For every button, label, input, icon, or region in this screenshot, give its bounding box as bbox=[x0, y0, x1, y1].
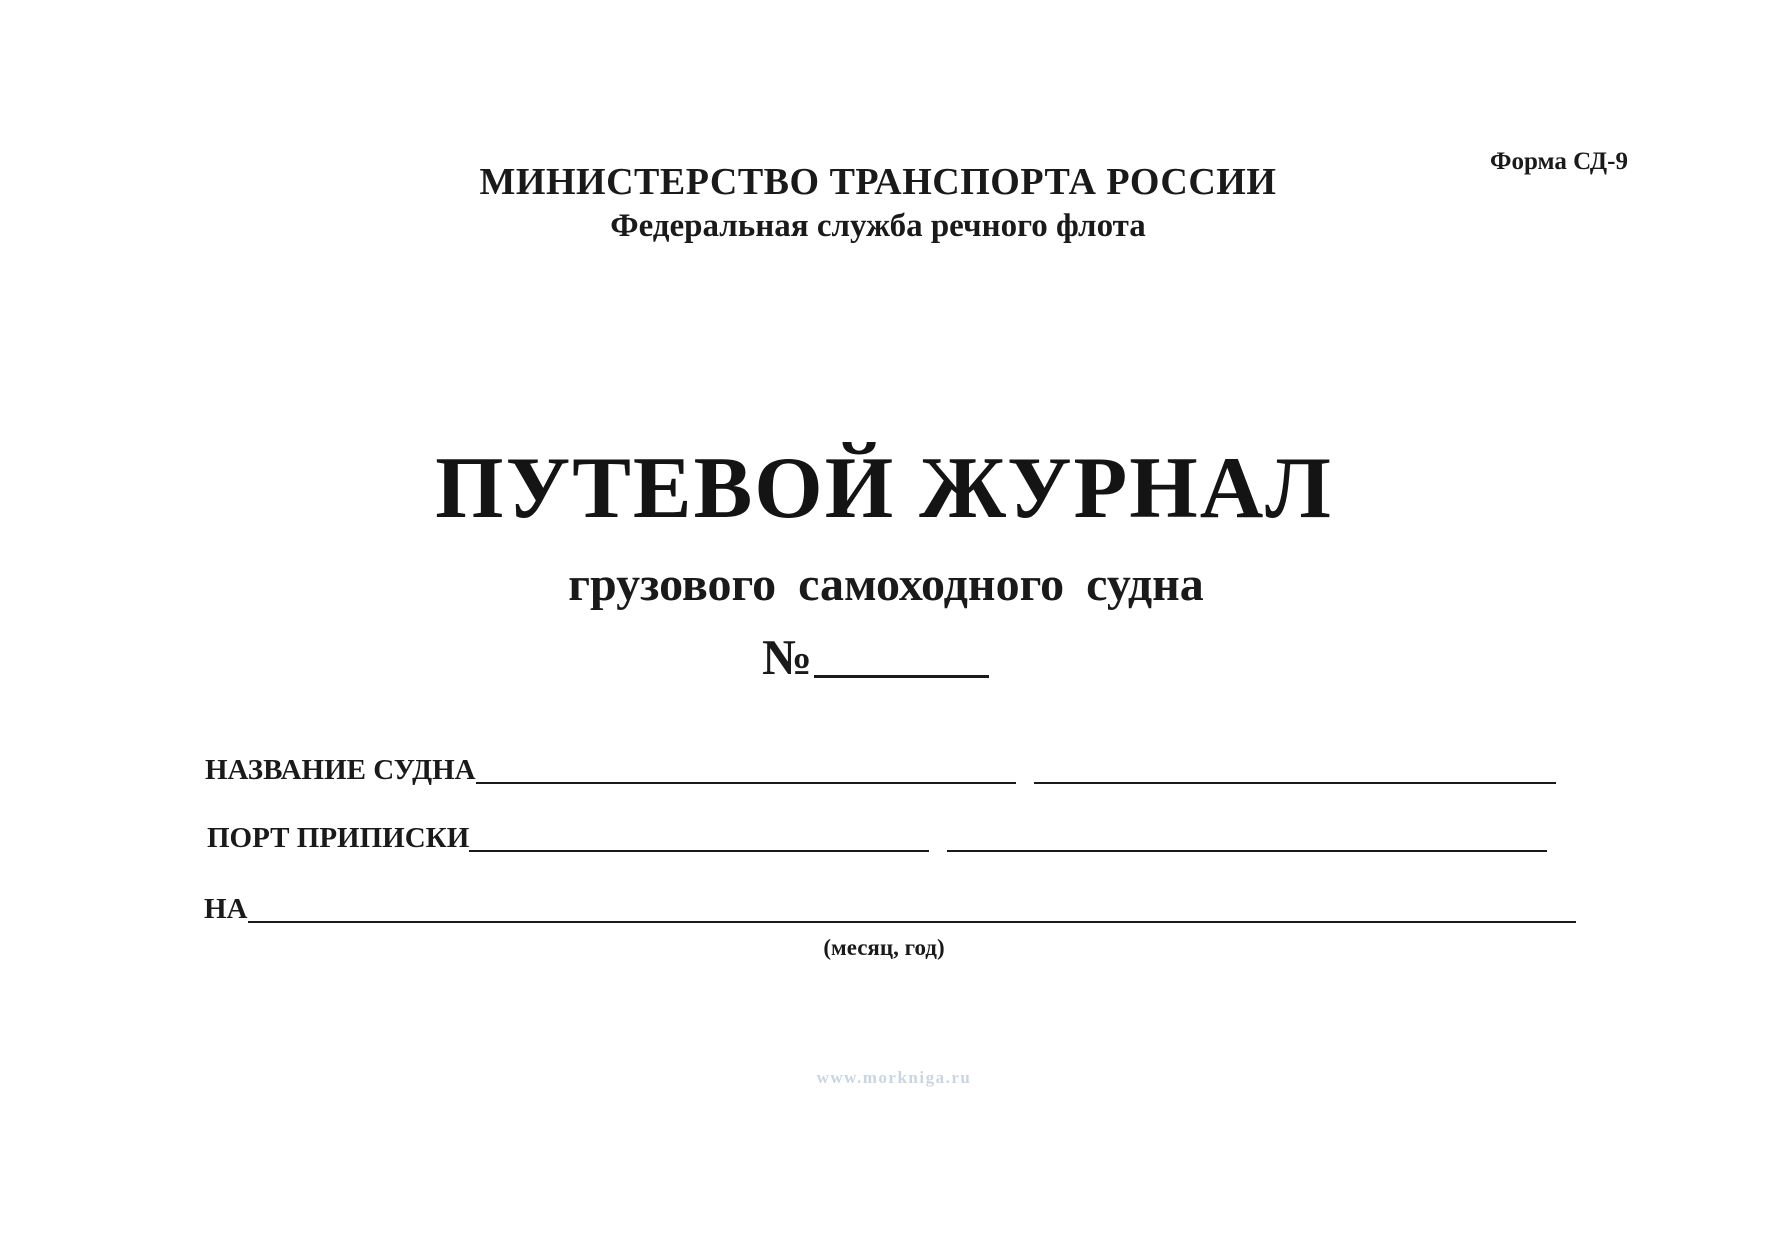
document-subtitle: грузового самоходного судна bbox=[568, 558, 1204, 611]
port-label: ПОРТ ПРИПИСКИ bbox=[207, 822, 470, 854]
number-sign: № bbox=[762, 629, 813, 685]
port-field-extra[interactable] bbox=[947, 850, 1547, 852]
watermark: www.morkniga.ru bbox=[816, 1068, 972, 1087]
document-title: ПУТЕВОЙ ЖУРНАЛ bbox=[435, 440, 1333, 537]
period-label: НА bbox=[204, 893, 248, 925]
ministry-heading: МИНИСТЕРСТВО ТРАНСПОРТА РОССИИ bbox=[479, 161, 1277, 203]
ship-name-label: НАЗВАНИЕ СУДНА bbox=[205, 754, 476, 786]
journal-number bbox=[762, 629, 989, 685]
period-hint: (месяц, год) bbox=[823, 935, 945, 960]
ship-name-field-extra[interactable] bbox=[1034, 782, 1556, 784]
ship-name-row bbox=[205, 756, 1556, 785]
port-field[interactable] bbox=[469, 850, 929, 852]
service-heading: Федеральная служба речного флота bbox=[610, 208, 1146, 244]
journal-number-field[interactable] bbox=[814, 675, 989, 678]
period-row bbox=[204, 895, 1576, 924]
port-row bbox=[207, 824, 1547, 853]
form-code: Форма СД-9 bbox=[1490, 148, 1628, 175]
ship-name-field[interactable] bbox=[476, 782, 1016, 784]
period-field[interactable] bbox=[248, 921, 1576, 923]
